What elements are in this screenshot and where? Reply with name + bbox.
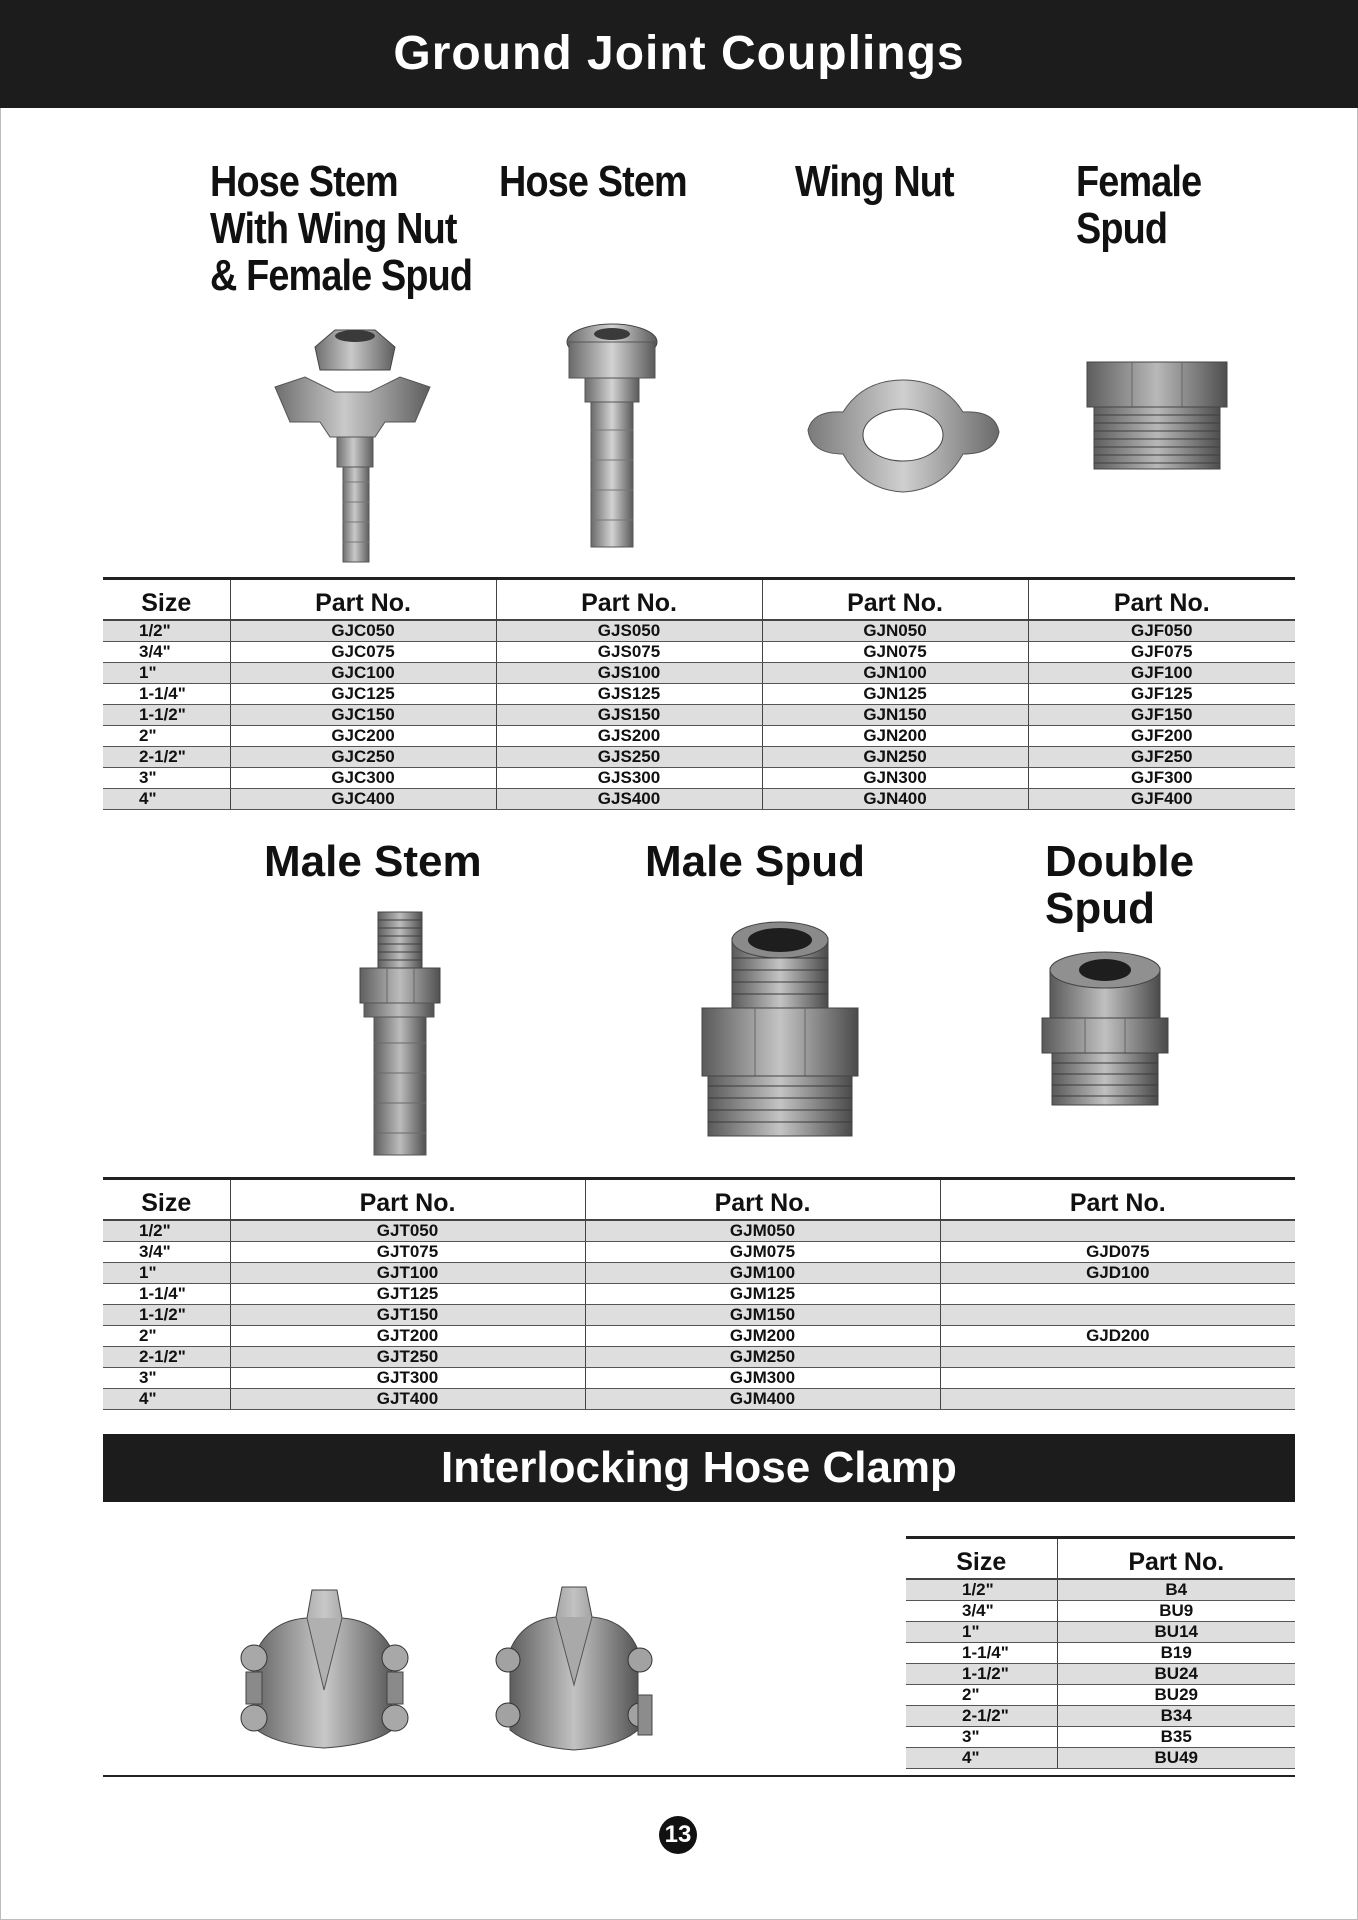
part-number-cell: GJN150: [762, 705, 1028, 726]
part-number-cell: GJT100: [230, 1263, 585, 1284]
part-number-cell: GJS200: [496, 726, 762, 747]
part-number-cell: GJF150: [1028, 705, 1295, 726]
table-row: [103, 684, 1295, 705]
column-header-part-no: Part No.: [230, 1179, 585, 1221]
section-title-banner: Interlocking Hose Clamp: [103, 1434, 1295, 1502]
size-cell: 2": [103, 1326, 230, 1347]
part-number-cell: GJM100: [585, 1263, 940, 1284]
table-header-row: [103, 579, 1295, 621]
table-row: [103, 1389, 1295, 1410]
part-number-cell: GJN100: [762, 663, 1028, 684]
size-cell: 1/2": [906, 1579, 1057, 1601]
part-number-cell: BU14: [1057, 1622, 1295, 1643]
female-spud-photo: [1082, 352, 1232, 477]
table-row: [103, 1305, 1295, 1326]
size-cell: 3/4": [103, 642, 230, 663]
table-row: [103, 663, 1295, 684]
product-heading-hose-stem-wing-nut: Hose Stem With Wing Nut & Female Spud: [210, 157, 473, 300]
part-number-cell: GJT075: [230, 1242, 585, 1263]
size-cell: 1-1/2": [103, 1305, 230, 1326]
part-number-cell: GJN075: [762, 642, 1028, 663]
part-number-cell: GJM400: [585, 1389, 940, 1410]
parts-table-middle: [103, 1177, 1295, 1410]
table-row: [906, 1643, 1295, 1664]
part-number-cell: GJM125: [585, 1284, 940, 1305]
part-number-cell: GJT050: [230, 1220, 585, 1242]
product-heading-male-spud: Male Spud: [645, 837, 866, 886]
size-cell: 2": [103, 726, 230, 747]
size-cell: 1-1/2": [906, 1664, 1057, 1685]
part-number-cell: GJM150: [585, 1305, 940, 1326]
size-cell: 3/4": [103, 1242, 230, 1263]
table-row: [906, 1706, 1295, 1727]
wing-nut-photo: [803, 370, 1003, 510]
table-row: [103, 620, 1295, 642]
column-header-part-no: Part No.: [1028, 579, 1295, 621]
part-number-cell: GJC125: [230, 684, 496, 705]
male-stem-photo: [352, 908, 447, 1158]
column-header-part-no: Part No.: [496, 579, 762, 621]
part-number-cell: GJM250: [585, 1347, 940, 1368]
table-row: [103, 642, 1295, 663]
part-number-cell: GJS300: [496, 768, 762, 789]
part-number-cell: GJC150: [230, 705, 496, 726]
table-row: [103, 768, 1295, 789]
table-row: [906, 1748, 1295, 1769]
table-row: [906, 1601, 1295, 1622]
part-number-cell: GJC050: [230, 620, 496, 642]
hose-clamp-photo-1: [232, 1580, 417, 1765]
part-number-cell: B34: [1057, 1706, 1295, 1727]
part-number-cell: GJD100: [940, 1263, 1295, 1284]
part-number-cell: GJS125: [496, 684, 762, 705]
part-number-cell: GJF300: [1028, 768, 1295, 789]
part-number-cell: GJT150: [230, 1305, 585, 1326]
part-number-cell: GJM300: [585, 1368, 940, 1389]
table-header-row: [906, 1538, 1295, 1580]
male-spud-photo: [700, 918, 860, 1143]
part-number-cell: GJS075: [496, 642, 762, 663]
product-heading-hose-stem: Hose Stem: [499, 157, 687, 206]
size-cell: 1-1/4": [906, 1643, 1057, 1664]
column-header-part-no: Part No.: [762, 579, 1028, 621]
table-row: [103, 1326, 1295, 1347]
part-number-cell: B19: [1057, 1643, 1295, 1664]
part-number-cell: [940, 1347, 1295, 1368]
part-number-cell: GJS050: [496, 620, 762, 642]
size-cell: 2-1/2": [103, 747, 230, 768]
size-cell: 1": [906, 1622, 1057, 1643]
table-row: [103, 789, 1295, 810]
part-number-cell: GJF200: [1028, 726, 1295, 747]
table-row: [103, 1368, 1295, 1389]
table-row: [103, 1220, 1295, 1242]
part-number-cell: GJS150: [496, 705, 762, 726]
part-number-cell: GJN300: [762, 768, 1028, 789]
size-cell: 1/2": [103, 1220, 230, 1242]
column-header-part-no: Part No.: [940, 1179, 1295, 1221]
part-number-cell: GJF400: [1028, 789, 1295, 810]
part-number-cell: GJD200: [940, 1326, 1295, 1347]
column-header-size: Size: [103, 579, 230, 621]
hose-clamp-photo-2: [488, 1575, 660, 1765]
table-row: [103, 747, 1295, 768]
size-cell: 2": [906, 1685, 1057, 1706]
table-row: [906, 1664, 1295, 1685]
part-number-cell: GJS250: [496, 747, 762, 768]
column-header-part-no: Part No.: [1057, 1538, 1295, 1580]
part-number-cell: GJF100: [1028, 663, 1295, 684]
product-heading-male-stem: Male Stem: [264, 837, 482, 886]
part-number-cell: BU24: [1057, 1664, 1295, 1685]
part-number-cell: GJM050: [585, 1220, 940, 1242]
size-cell: 3": [906, 1727, 1057, 1748]
size-cell: 3/4": [906, 1601, 1057, 1622]
part-number-cell: GJM200: [585, 1326, 940, 1347]
part-number-cell: GJT300: [230, 1368, 585, 1389]
table-row: [906, 1622, 1295, 1643]
size-cell: 1-1/4": [103, 684, 230, 705]
table-row: [103, 1242, 1295, 1263]
part-number-cell: GJF075: [1028, 642, 1295, 663]
part-number-cell: B35: [1057, 1727, 1295, 1748]
part-number-cell: BU9: [1057, 1601, 1295, 1622]
column-header-size: Size: [906, 1538, 1057, 1580]
size-cell: 4": [103, 1389, 230, 1410]
part-number-cell: GJT200: [230, 1326, 585, 1347]
part-number-cell: GJN200: [762, 726, 1028, 747]
size-cell: 2-1/2": [103, 1347, 230, 1368]
part-number-cell: BU29: [1057, 1685, 1295, 1706]
part-number-cell: GJT400: [230, 1389, 585, 1410]
part-number-cell: [940, 1368, 1295, 1389]
part-number-cell: [940, 1389, 1295, 1410]
part-number-cell: GJF125: [1028, 684, 1295, 705]
size-cell: 3": [103, 1368, 230, 1389]
hose-stem-with-wing-nut-photo: [265, 322, 440, 567]
page-number: 13: [659, 1816, 697, 1854]
part-number-cell: GJC300: [230, 768, 496, 789]
size-cell: 3": [103, 768, 230, 789]
part-number-cell: GJC200: [230, 726, 496, 747]
part-number-cell: BU49: [1057, 1748, 1295, 1769]
part-number-cell: GJN400: [762, 789, 1028, 810]
part-number-cell: GJT125: [230, 1284, 585, 1305]
part-number-cell: [940, 1220, 1295, 1242]
part-number-cell: GJC075: [230, 642, 496, 663]
column-header-part-no: Part No.: [230, 579, 496, 621]
parts-table-clamp: [906, 1536, 1295, 1769]
table-row: [103, 726, 1295, 747]
part-number-cell: GJF050: [1028, 620, 1295, 642]
parts-table-top: [103, 577, 1295, 810]
part-number-cell: GJN250: [762, 747, 1028, 768]
size-cell: 1": [103, 663, 230, 684]
part-number-cell: B4: [1057, 1579, 1295, 1601]
table-row: [906, 1727, 1295, 1748]
part-number-cell: GJN125: [762, 684, 1028, 705]
size-cell: 4": [906, 1748, 1057, 1769]
part-number-cell: [940, 1284, 1295, 1305]
table-row: [906, 1579, 1295, 1601]
table-row: [103, 1263, 1295, 1284]
part-number-cell: GJF250: [1028, 747, 1295, 768]
size-cell: 1/2": [103, 620, 230, 642]
part-number-cell: GJC400: [230, 789, 496, 810]
double-spud-photo: [1040, 948, 1170, 1113]
size-cell: 1-1/2": [103, 705, 230, 726]
size-cell: 1": [103, 1263, 230, 1284]
size-cell: 2-1/2": [906, 1706, 1057, 1727]
part-number-cell: GJS100: [496, 663, 762, 684]
size-cell: 1-1/4": [103, 1284, 230, 1305]
bottom-divider: [103, 1775, 1295, 1777]
column-header-size: Size: [103, 1179, 230, 1221]
page-title-banner: Ground Joint Couplings: [0, 0, 1358, 108]
table-row: [906, 1685, 1295, 1706]
part-number-cell: [940, 1305, 1295, 1326]
part-number-cell: GJS400: [496, 789, 762, 810]
part-number-cell: GJD075: [940, 1242, 1295, 1263]
part-number-cell: GJC250: [230, 747, 496, 768]
part-number-cell: GJT250: [230, 1347, 585, 1368]
table-header-row: [103, 1179, 1295, 1221]
part-number-cell: GJC100: [230, 663, 496, 684]
product-heading-wing-nut: Wing Nut: [795, 157, 954, 206]
table-row: [103, 1284, 1295, 1305]
table-row: [103, 705, 1295, 726]
product-heading-double-spud: Double Spud: [1045, 837, 1195, 933]
size-cell: 4": [103, 789, 230, 810]
part-number-cell: GJM075: [585, 1242, 940, 1263]
table-row: [103, 1347, 1295, 1368]
hose-stem-photo: [557, 320, 667, 552]
product-heading-female-spud: Female Spud: [1076, 157, 1202, 253]
column-header-part-no: Part No.: [585, 1179, 940, 1221]
part-number-cell: GJN050: [762, 620, 1028, 642]
